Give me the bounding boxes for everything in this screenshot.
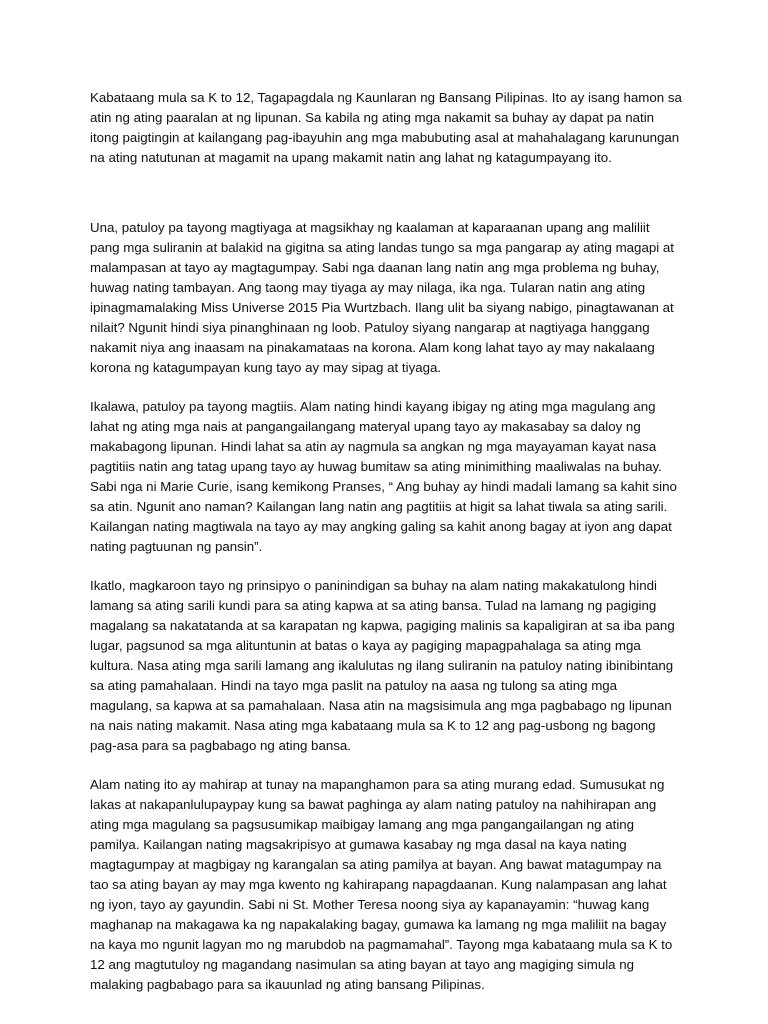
- paragraph-conclusion: Alam nating ito ay mahirap at tunay na mapanghamon para sa ating murang edad. Sumusukat ng lakas at nakapanlulupaypay kung sa bawat paghinga ay alam nating patuloy na nahihirapan ang ating mga magulang sa pagsusumikap maibigay lamang ang mga pangangailangan ng ating pamilya. Kailangan nating magsakripisyo at gumawa kasabay ng mga dasal na kaya nating magtagumpay at magbigay ng karangalan sa ating pamilya at bayan. Ang bawat matagumpay na tao sa ating bayan ay may mga kwento ng kahirapang napagdaanan. Kung nalampasan ang lahat ng iyon, tayo ay gayundin. Sabi ni St. Mother Teresa noong siya ay kapanayamin: “huwag kang maghanap na makagawa ka ng napakalaking bagay, gumawa ka lamang ng mga maliliit na bagay na kaya mo ngunit lagyan mo ng marubdob na pagmamahal”. Tayong mga kabataang mula sa K to 12 ang magtutuloy ng magandang nasimulan sa ating bayan at tayo ang magiging simula ng malaking pagbabago para sa ikauunlad ng ating bansang Pilipinas.: [90, 777, 673, 992]
- paragraph-ikalawa: Ikalawa, patuloy pa tayong magtiis. Alam nating hindi kayang ibigay ng ating mga magulang ang lahat ng ating mga nais at pangangailangang materyal upang tayo ay makasabay sa daloy ng makabagong lipunan. Hindi lahat sa atin ay nagmula sa angkan ng mga mayayaman kayat nasa pagtitiis natin ang tatag upang tayo ay huwag bumitaw sa ating minimithing maaliwalas na buhay. Sabi nga ni Marie Curie, isang kemikong Pranses, “ Ang buhay ay hindi madali lamang sa kahit sino sa atin. Ngunit ano naman? Kailangan lang natin ang pagtitiis at higit sa lahat tiwala sa ating sarili. Kailangan nating magtiwala na tayo ay may angking galing sa kahit anong bagay at iyon ang dapat nating pagtuunan ng pansin”.: [90, 399, 677, 554]
- paragraph-una: Una, patuloy pa tayong magtiyaga at magsikhay ng kaalaman at kaparaanan upang ang maliliit pang mga suliranin at balakid na gigitna sa ating landas tungo sa mga pangarap ay ating magapi at malampasan at tayo ay magtagumpay. Sabi nga daanan lang natin ang mga problema ng buhay, huwag nating tambayan. Ang taong may tiyaga ay may nilaga, ika nga. Tularan natin ang ating ipinagmamalaking Miss Universe 2015 Pia Wurtzbach. Ilang ulit ba siyang nabigo, pinagtawanan at nilait? Ngunit hindi siya pinanghinaan ng loob. Patuloy siyang nangarap at nagtiyaga hanggang nakamit niya ang inaasam na pinakamataas na korona. Alam kong lahat tayo ay may nakalaang korona ng katagumpayan kung tayo ay may sipag at tiyaga.: [90, 220, 674, 375]
- paragraph-intro: Kabataang mula sa K to 12, Tagapagdala ng Kaunlaran ng Bansang Pilipinas. Ito ay isang hamon sa atin ng ating paaralan at ng lipunan. Sa kabila ng ating mga nakamit sa buhay ay dapat pa natin itong paigtingin at kailangang pag-ibayuhin ang mga mabubuting asal at mahahalagang karunungan na ating natutunan at magamit na upang makamit natin ang lahat ng katagumpayang ito.: [90, 90, 682, 165]
- paragraph-ikatlo: Ikatlo, magkaroon tayo ng prinsipyo o paninindigan sa buhay na alam nating makakatulong hindi lamang sa ating sarili kundi para sa ating kapwa at sa ating bansa. Tulad na lamang ng pagiging magalang sa nakatatanda at sa karapatan ng kapwa, pagiging malinis sa kapaligiran at sa iba pang lugar, pagsunod sa mga alituntunin at batas o kaya ay pagiging mapagpahalaga sa ating mga kultura. Nasa ating mga sarili lamang ang ikalulutas ng ilang suliranin na patuloy nating ibinibintang sa ating pamahalaan. Hindi na tayo mga paslit na patuloy na aasa ng tulong sa ating mga magulang, sa kapwa at sa pamahalaan. Nasa atin na magsisimula ang mga pagbabago ng lipunan na nais nating makamit. Nasa ating mga kabataang mula sa K to 12 ang pag-usbong ng bagong pag-asa para sa pagbabago ng ating bansa.: [90, 578, 675, 753]
- document-page: [90, 88, 682, 1014]
